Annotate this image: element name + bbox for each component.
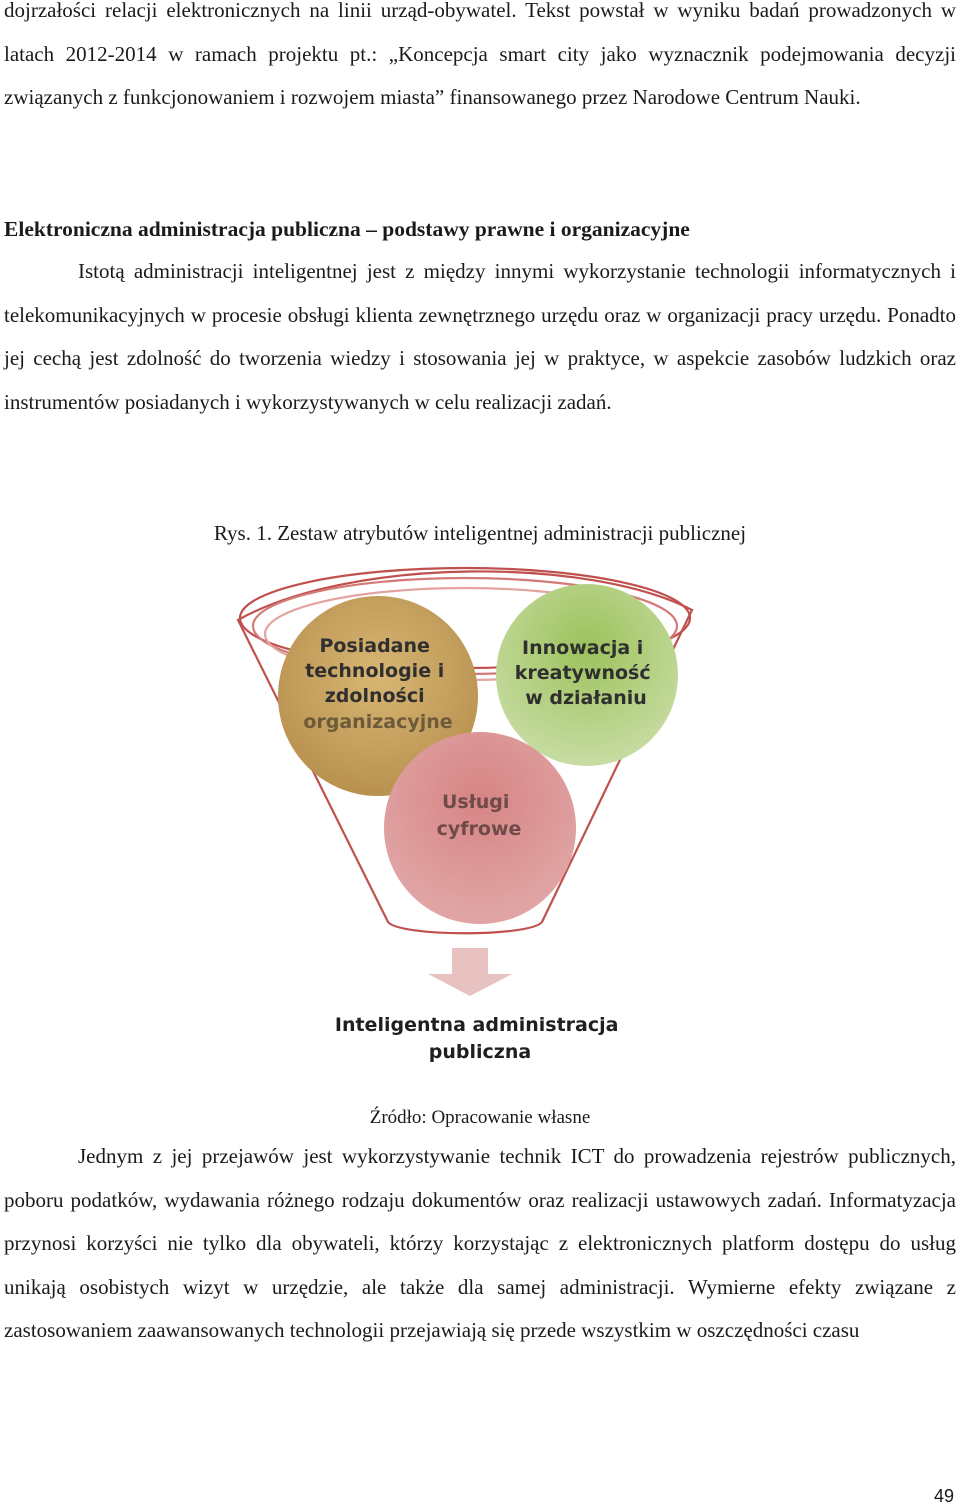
section-heading: Elektroniczna administracja publiczna – podstawy prawne i organizacyjne	[4, 217, 690, 241]
down-arrow-icon	[428, 948, 512, 996]
body-paragraph-2: Jednym z jej przejawów jest wykorzystywanie technik ICT do prowadzenia rejestrów publicznych, poboru podatków, wydawania różnego rodzaju dokumentów oraz realizacji ustawowych zadań. Informatyzacja przynosi korzyści nie tylko dla obywateli, którzy korzystając z elektronicznych platform dostępu do usług unikają osobistych wizyt w urzędzie, ale także dla samej administracji. Wymierne efekty związane z zastosowaniem zaawansowanych technologii przejawiają się przede wszystkim w oszczędności czasu	[4, 1144, 956, 1343]
result-label: Inteligentna administracja publiczna	[334, 1014, 619, 1063]
intro-paragraph: dojrzałości relacji elektronicznych na linii urząd-obywatel. Tekst powstał w wyniku badań prowadzonych w latach 2012-2014 w ramach projektu pt.: „Koncepcja smart city jako wyznacznik podejmowania decyzji związanych z funkcjonowaniem i rozwojem miasta” finansowanego przez Narodowe Centrum Nauki.	[4, 0, 956, 110]
page-number: 49	[933, 1486, 954, 1506]
funnel-diagram-svg	[230, 562, 700, 1082]
funnel-diagram	[230, 562, 700, 1082]
figure-caption: Rys. 1. Zestaw atrybutów inteligentnej administracji publicznej	[213, 521, 747, 545]
figure-source: Źródło: Opracowanie własne	[369, 1107, 591, 1128]
circle-digital-services-label: Usługi cyfrowe	[436, 791, 522, 840]
circle-innovation-label: Innowacja i kreatywność w działaniu	[514, 637, 651, 709]
circle-technologies-label: Posiadane technologie i zdolności organizacyjne	[303, 635, 453, 733]
body-paragraph-1: Istotą administracji inteligentnej jest z między innymi wykorzystanie technologii informatycznych i telekomunikacyjnych w procesie obsługi klienta zewnętrznego urzędu oraz w organizacji pracy urzędu. Ponadto jej cechą jest zdolność do tworzenia wiedzy i stosowania jej w praktyce, w aspekcie zasobów ludzkich oraz instrumentów posiadanych i wykorzystywanych w celu realizacji zadań.	[4, 259, 956, 414]
